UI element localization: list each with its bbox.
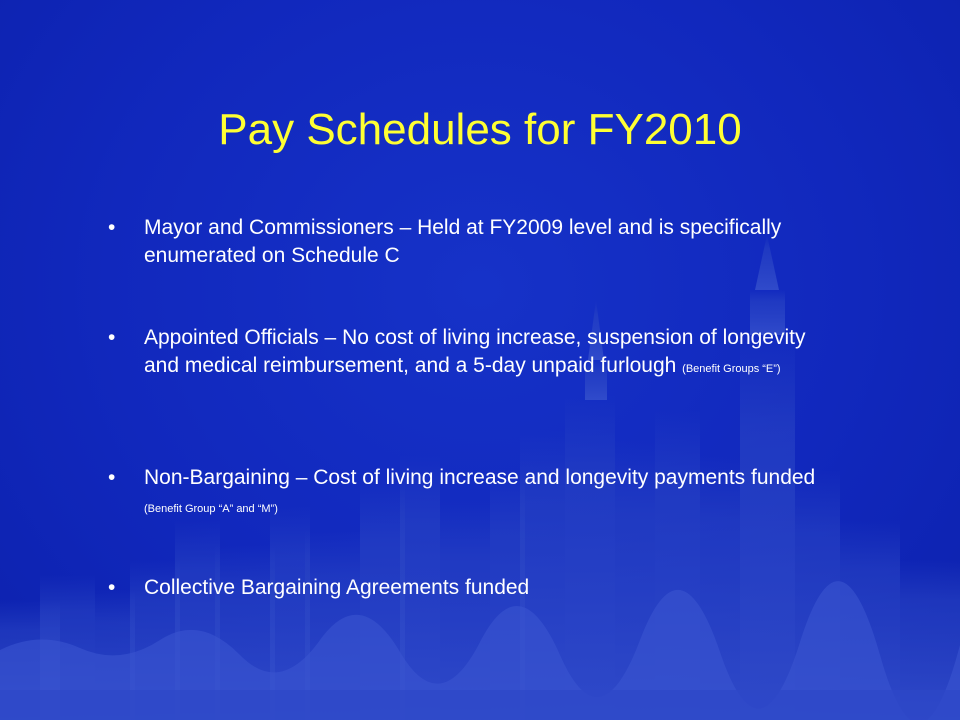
bullet-note: (Benefit Group “A” and “M”) [144,503,278,515]
bullet-note: (Benefit Groups “E”) [682,363,781,375]
bullet-text: Non-Bargaining – Cost of living increase and longevity payments funded [144,466,816,489]
bullet-icon: • [108,216,116,239]
bullet-item [108,574,529,602]
bullet-icon: • [108,466,116,489]
bullet-item [108,464,838,523]
bullet-text: Collective Bargaining Agreements funded [144,576,530,599]
bullet-item [108,324,838,383]
slide-title: Pay Schedules for FY2010 [218,105,742,154]
bullet-icon: • [108,326,116,349]
bullet-item [108,214,838,270]
bullet-text: Appointed Officials – No cost of living increase, suspension of longevity and medical reimbursement, and a 5-day unpaid furlough [144,326,806,377]
bullet-text: Mayor and Commissioners – Held at FY2009 level and is specifically enumerated on Schedule C [144,216,782,267]
bullet-icon: • [108,576,116,599]
